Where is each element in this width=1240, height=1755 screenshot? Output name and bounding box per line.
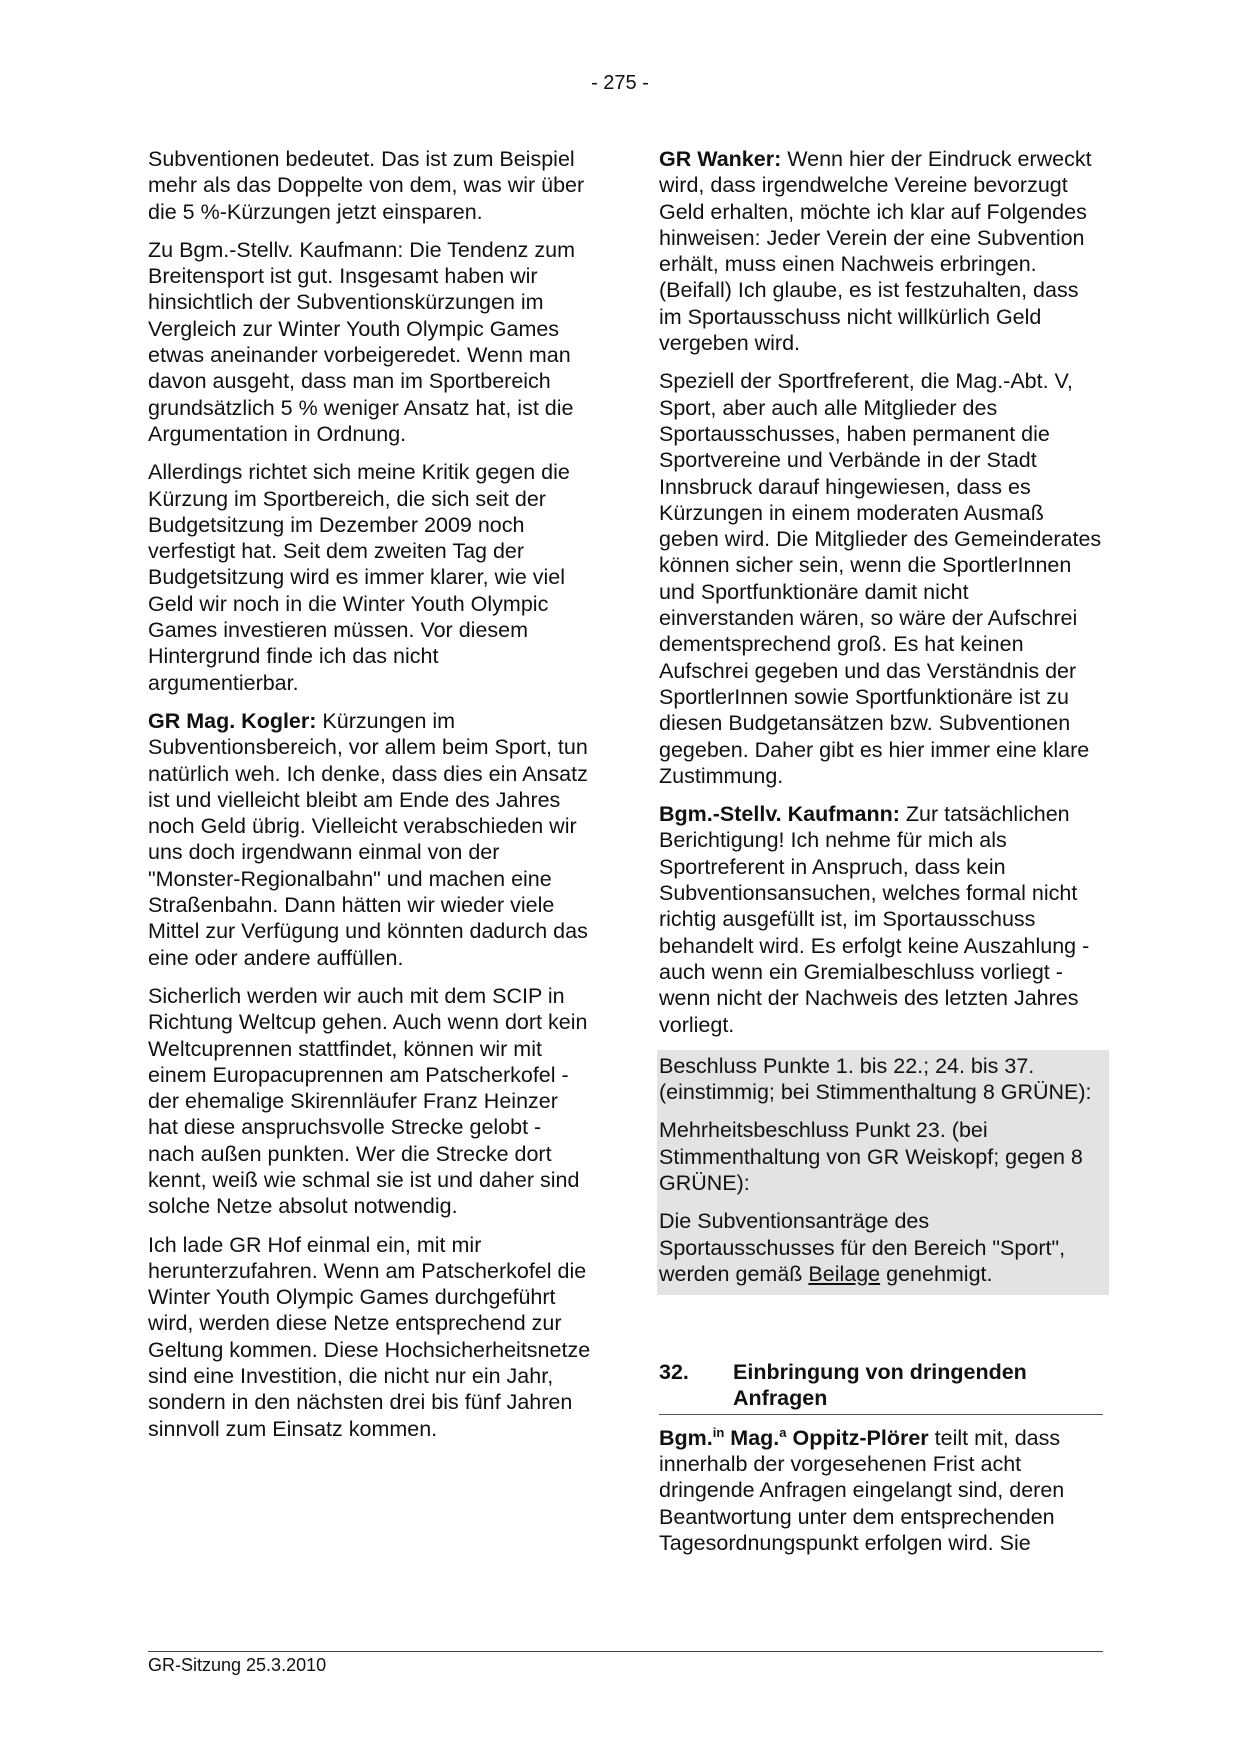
speech-text: Kürzungen im Subventionsbereich, vor allem beim Sport, tun natürlich weh. Ich denke, dass dies ein Ansatz ist und vielleicht bleibt am Ende des Jahres noch Geld übrig. Vielleicht verabschieden wir uns doch irgendwann einmal von der "Monster-Regionalbahn" und machen eine Straßenbahn. Dann hätten wir wieder viele Mittel zur Verfügung und könnten dadurch das eine oder andere auffüllen. (148, 708, 588, 970)
paragraph: Sicherlich werden wir auch mit dem SCIP in Richtung Weltcup gehen. Auch wenn dort kein Weltcuprennen stattfindet, können wir mit einem Europacuprennen am Patscherkofel - der ehemalige Skirennläufer Franz Heinzer hat diese anspruchsvolle Strecke gelobt - nach außen punkten. Wer die Strecke dort kennt, weiß wie schmal sie ist und daher sind solche Netze absolut notwendig. (148, 983, 588, 1219)
resolution-text-part: Die Subventionsanträge des Sportausschusses für den Bereich "Sport", werden gemäß (659, 1209, 1066, 1286)
resolution-text: Beschluss Punkte 1. bis 22.; 24. bis 37. (einstimmig; bei Stimmenthaltung 8 GRÜNE): (659, 1053, 1092, 1105)
speaker-name: Bgm.$^{in}$ Mag.$^a$ Oppitz-Plörer (659, 1424, 929, 1450)
right-column (659, 146, 1103, 1568)
paragraph (148, 708, 592, 971)
resolution-box (657, 1050, 1109, 1295)
resolution-text (659, 1208, 1105, 1287)
paragraph: Zu Bgm.-Stellv. Kaufmann: Die Tendenz zum Breitensport ist gut. Insgesamt haben wir hinsichtlich der Subventionskürzungen im Vergleich zur Winter Youth Olympic Games etwas aneinander vorbeigeredet. Wenn man davon ausgeht, dass man im Sportbereich grundsätzlich 5 % weniger Ansatz hat, ist die Argumentation in Ordnung. (148, 237, 576, 446)
paragraph (659, 801, 1103, 1038)
speech-text: Zur tatsächlichen Berichtigung! Ich nehme für mich als Sportreferent in Anspruch, dass kein Subventionsansuchen, welches formal nicht richtig ausgefüllt ist, im Sportausschuss behandelt wird. Es erfolgt keine Auszahlung - auch wenn ein Gremialbeschluss vorliegt - wenn nicht der Nachweis des letzten Jahres vorliegt. (659, 802, 1090, 1037)
section-heading (659, 1359, 1103, 1415)
paragraph (659, 1425, 1103, 1556)
paragraph: Subventionen bedeutet. Das ist zum Beispiel mehr als das Doppelte von dem, was wir über die 5 %-Kürzungen jetzt einsparen. (148, 147, 585, 224)
speech-text: teilt mit, dass innerhalb der vorgesehenen Frist acht dringende Anfragen eingelangt sind, deren Beantwortung unter dem entsprechenden Tagesordnungspunkt erfolgen wird. Sie (659, 1425, 1065, 1555)
beilage-link[interactable]: Beilage (808, 1261, 881, 1286)
paragraph: Allerdings richtet sich meine Kritik gegen die Kürzung im Sportbereich, die sich seit der Budgetsitzung im Dezember 2009 noch verfestigt hat. Seit dem zweiten Tag der Budgetsitzung wird es immer klarer, wie viel Geld wir noch in die Winter Youth Olympic Games investieren müssen. Vor diesem Hintergrund finde ich das nicht argumentierbar. (148, 460, 570, 695)
speaker-name: GR Wanker: (659, 147, 782, 171)
left-column (148, 146, 592, 1454)
paragraph: Ich lade GR Hof einmal ein, mit mir herunterzufahren. Wenn am Patscherkofel die Winter Youth Olympic Games durchgeführt wird, werden diese Netze entsprechend zur Geltung kommen. Diese Hochsicherheitsnetze sind eine Investition, die nicht nur ein Jahr, sondern in den nächsten drei bis fünf Jahren sinnvoll zum Einsatz kommen. (148, 1232, 591, 1441)
resolution-text: Mehrheitsbeschluss Punkt 23. (bei Stimmenthaltung von GR Weiskopf; gegen 8 GRÜNE): (659, 1118, 1083, 1195)
footer-text: GR-Sitzung 25.3.2010 (148, 1655, 327, 1675)
paragraph: Speziell der Sportfreferent, die Mag.-Abt. V, Sport, aber auch alle Mitglieder des Sportausschusses, haben permanent die Sportvereine und Verbände in der Stadt Innsbruck darauf hingewiesen, dass es Kürzungen in einem moderaten Ausmaß geben wird. Die Mitglieder des Gemeinderates können sicher sein, wenn die SportlerInnen und Sportfunktionäre damit nicht einverstanden wären, so wäre der Aufschrei dementsprechend groß. Es hat keinen Aufschrei gegeben und das Verständnis der SportlerInnen sowie Sportfunktionäre ist zu diesen Budgetansätzen bzw. Subventionen gegeben. Daher gibt es hier immer eine klare Zustimmung. (659, 369, 1102, 788)
section-title: Einbringung von dringenden Anfragen (733, 1360, 1027, 1411)
speech-text: Wenn hier der Eindruck erweckt wird, dass irgendwelche Vereine bevorzugt Geld erhalten, möchte ich klar auf Folgendes hinweisen: Jeder Verein der eine Subvention erhält, muss einen Nachweis erbringen. (Beifall) Ich glaube, es ist festzuhalten, dass im Sportausschuss nicht willkürlich Geld vergeben wird. (659, 147, 1092, 356)
page-number: - 275 - (591, 72, 649, 94)
resolution-text-part: genehmigt. (886, 1261, 993, 1286)
speaker-name: Bgm.-Stellv. Kaufmann: (659, 802, 900, 827)
footer-divider (148, 1651, 1103, 1652)
section-number: 32. (659, 1360, 689, 1385)
paragraph (659, 146, 1103, 356)
speaker-name: GR Mag. Kogler: (148, 708, 317, 733)
